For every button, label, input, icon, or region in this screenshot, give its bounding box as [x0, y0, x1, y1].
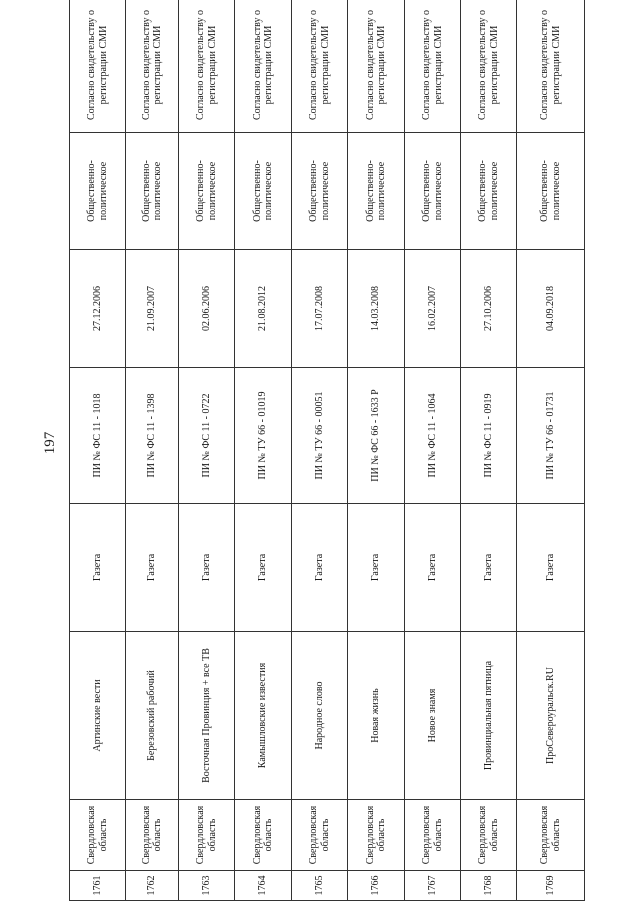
registry-table: [69, 0, 585, 901]
cell-type: Газета: [292, 504, 348, 632]
cell-title: Новая жизнь: [348, 632, 405, 800]
cell-category: Общественно-политическое: [235, 133, 292, 250]
table-row: [70, 0, 126, 901]
cell-date: 02.06.2006: [179, 250, 235, 368]
cell-category: Общественно-политическое: [70, 133, 126, 250]
cell-number: 1762: [126, 871, 179, 901]
cell-note: Согласно свидетельству о регистрации СМИ: [461, 0, 517, 133]
cell-title: Восточная Провинция + все ТВ: [179, 632, 235, 800]
cell-region: Свердловская область: [348, 800, 405, 871]
page-number: 197: [41, 431, 58, 455]
cell-title: Камышловские известия: [235, 632, 292, 800]
cell-title: Новое знамя: [405, 632, 461, 800]
cell-region: Свердловская область: [405, 800, 461, 871]
cell-number: 1767: [405, 871, 461, 901]
cell-registration: ПИ № ТУ 66 - 00051: [292, 368, 348, 504]
cell-registration: ПИ № ФС 11 - 0722: [179, 368, 235, 504]
cell-region: Свердловская область: [235, 800, 292, 871]
cell-region: Свердловская область: [179, 800, 235, 871]
cell-region: Свердловская область: [517, 800, 585, 871]
cell-registration: ПИ № ФС 11 - 1398: [126, 368, 179, 504]
cell-category: Общественно-политическое: [348, 133, 405, 250]
cell-type: Газета: [405, 504, 461, 632]
cell-category: Общественно-политическое: [179, 133, 235, 250]
cell-category: Общественно-политическое: [292, 133, 348, 250]
cell-category: Общественно-политическое: [517, 133, 585, 250]
table-row: [179, 0, 235, 901]
cell-note: Согласно свидетельству о регистрации СМИ: [70, 0, 126, 133]
cell-number: 1761: [70, 871, 126, 901]
cell-type: Газета: [348, 504, 405, 632]
cell-title: Березовский рабочий: [126, 632, 179, 800]
cell-note: Согласно свидетельству о регистрации СМИ: [292, 0, 348, 133]
cell-date: 16.02.2007: [405, 250, 461, 368]
cell-number: 1765: [292, 871, 348, 901]
table-row: [126, 0, 179, 901]
table-row: [517, 0, 585, 901]
cell-category: Общественно-политическое: [126, 133, 179, 250]
cell-type: Газета: [517, 504, 585, 632]
cell-date: 17.07.2008: [292, 250, 348, 368]
cell-type: Газета: [126, 504, 179, 632]
cell-title: ПроСевероуральск.RU: [517, 632, 585, 800]
cell-date: 27.12.2006: [70, 250, 126, 368]
table-row: [461, 0, 517, 901]
cell-date: 21.08.2012: [235, 250, 292, 368]
cell-note: Согласно свидетельству о регистрации СМИ: [405, 0, 461, 133]
table-row: [235, 0, 292, 901]
cell-date: 04.09.2018: [517, 250, 585, 368]
cell-category: Общественно-политическое: [461, 133, 517, 250]
cell-title: Народное слово: [292, 632, 348, 800]
table-row: [292, 0, 348, 901]
cell-note: Согласно свидетельству о регистрации СМИ: [179, 0, 235, 133]
cell-note: Согласно свидетельству о регистрации СМИ: [348, 0, 405, 133]
table-row: [348, 0, 405, 901]
cell-registration: ПИ № ТУ 66 - 01019: [235, 368, 292, 504]
cell-region: Свердловская область: [70, 800, 126, 871]
cell-region: Свердловская область: [461, 800, 517, 871]
cell-registration: ПИ № ФС 11 - 1064: [405, 368, 461, 504]
cell-title: Провинциальная пятница: [461, 632, 517, 800]
cell-registration: ПИ № ФС 11 - 0919: [461, 368, 517, 504]
cell-date: 14.03.2008: [348, 250, 405, 368]
cell-note: Согласно свидетельству о регистрации СМИ: [235, 0, 292, 133]
cell-registration: ПИ № ФС 66 - 1633 Р: [348, 368, 405, 504]
rotated-sheet: [69, 0, 584, 901]
cell-type: Газета: [70, 504, 126, 632]
cell-type: Газета: [235, 504, 292, 632]
cell-number: 1769: [517, 871, 585, 901]
cell-number: 1766: [348, 871, 405, 901]
cell-date: 21.09.2007: [126, 250, 179, 368]
cell-number: 1768: [461, 871, 517, 901]
cell-category: Общественно-политическое: [405, 133, 461, 250]
cell-region: Свердловская область: [292, 800, 348, 871]
cell-number: 1763: [179, 871, 235, 901]
cell-type: Газета: [179, 504, 235, 632]
cell-note: Согласно свидетельству о регистрации СМИ: [517, 0, 585, 133]
cell-type: Газета: [461, 504, 517, 632]
cell-title: Артинские вести: [70, 632, 126, 800]
cell-number: 1764: [235, 871, 292, 901]
table-row: [405, 0, 461, 901]
cell-region: Свердловская область: [126, 800, 179, 871]
cell-registration: ПИ № ТУ 66 - 01731: [517, 368, 585, 504]
cell-date: 27.10.2006: [461, 250, 517, 368]
cell-registration: ПИ № ФС 11 - 1018: [70, 368, 126, 504]
cell-note: Согласно свидетельству о регистрации СМИ: [126, 0, 179, 133]
